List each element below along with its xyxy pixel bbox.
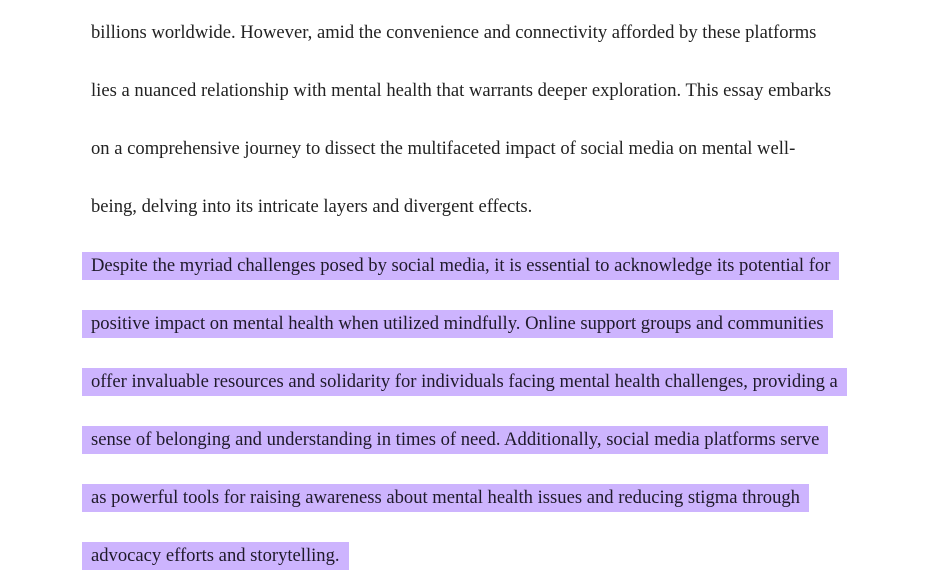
- text-line: billions worldwide. However, amid the convenience and connectivity afforded by these platforms: [91, 22, 817, 43]
- highlighted-text-line[interactable]: sense of belonging and understanding in times of need. Additionally, social media platforms serve: [82, 426, 828, 454]
- text-line: lies a nuanced relationship with mental health that warrants deeper exploration. This essay embarks: [91, 80, 832, 101]
- text-line: being, delving into its intricate layers and divergent effects.: [91, 196, 533, 217]
- highlighted-text-line[interactable]: as powerful tools for raising awareness about mental health issues and reducing stigma through: [82, 484, 809, 512]
- highlighted-text-line[interactable]: advocacy efforts and storytelling.: [82, 542, 349, 570]
- highlighted-text-line[interactable]: Despite the myriad challenges posed by social media, it is essential to acknowledge its potential for: [82, 252, 839, 280]
- highlighted-text-line[interactable]: offer invaluable resources and solidarity for individuals facing mental health challenges, providing a: [82, 368, 847, 396]
- text-line: on a comprehensive journey to dissect the multifaceted impact of social media on mental well-: [91, 138, 796, 159]
- highlighted-text-line[interactable]: positive impact on mental health when utilized mindfully. Online support groups and communities: [82, 310, 833, 338]
